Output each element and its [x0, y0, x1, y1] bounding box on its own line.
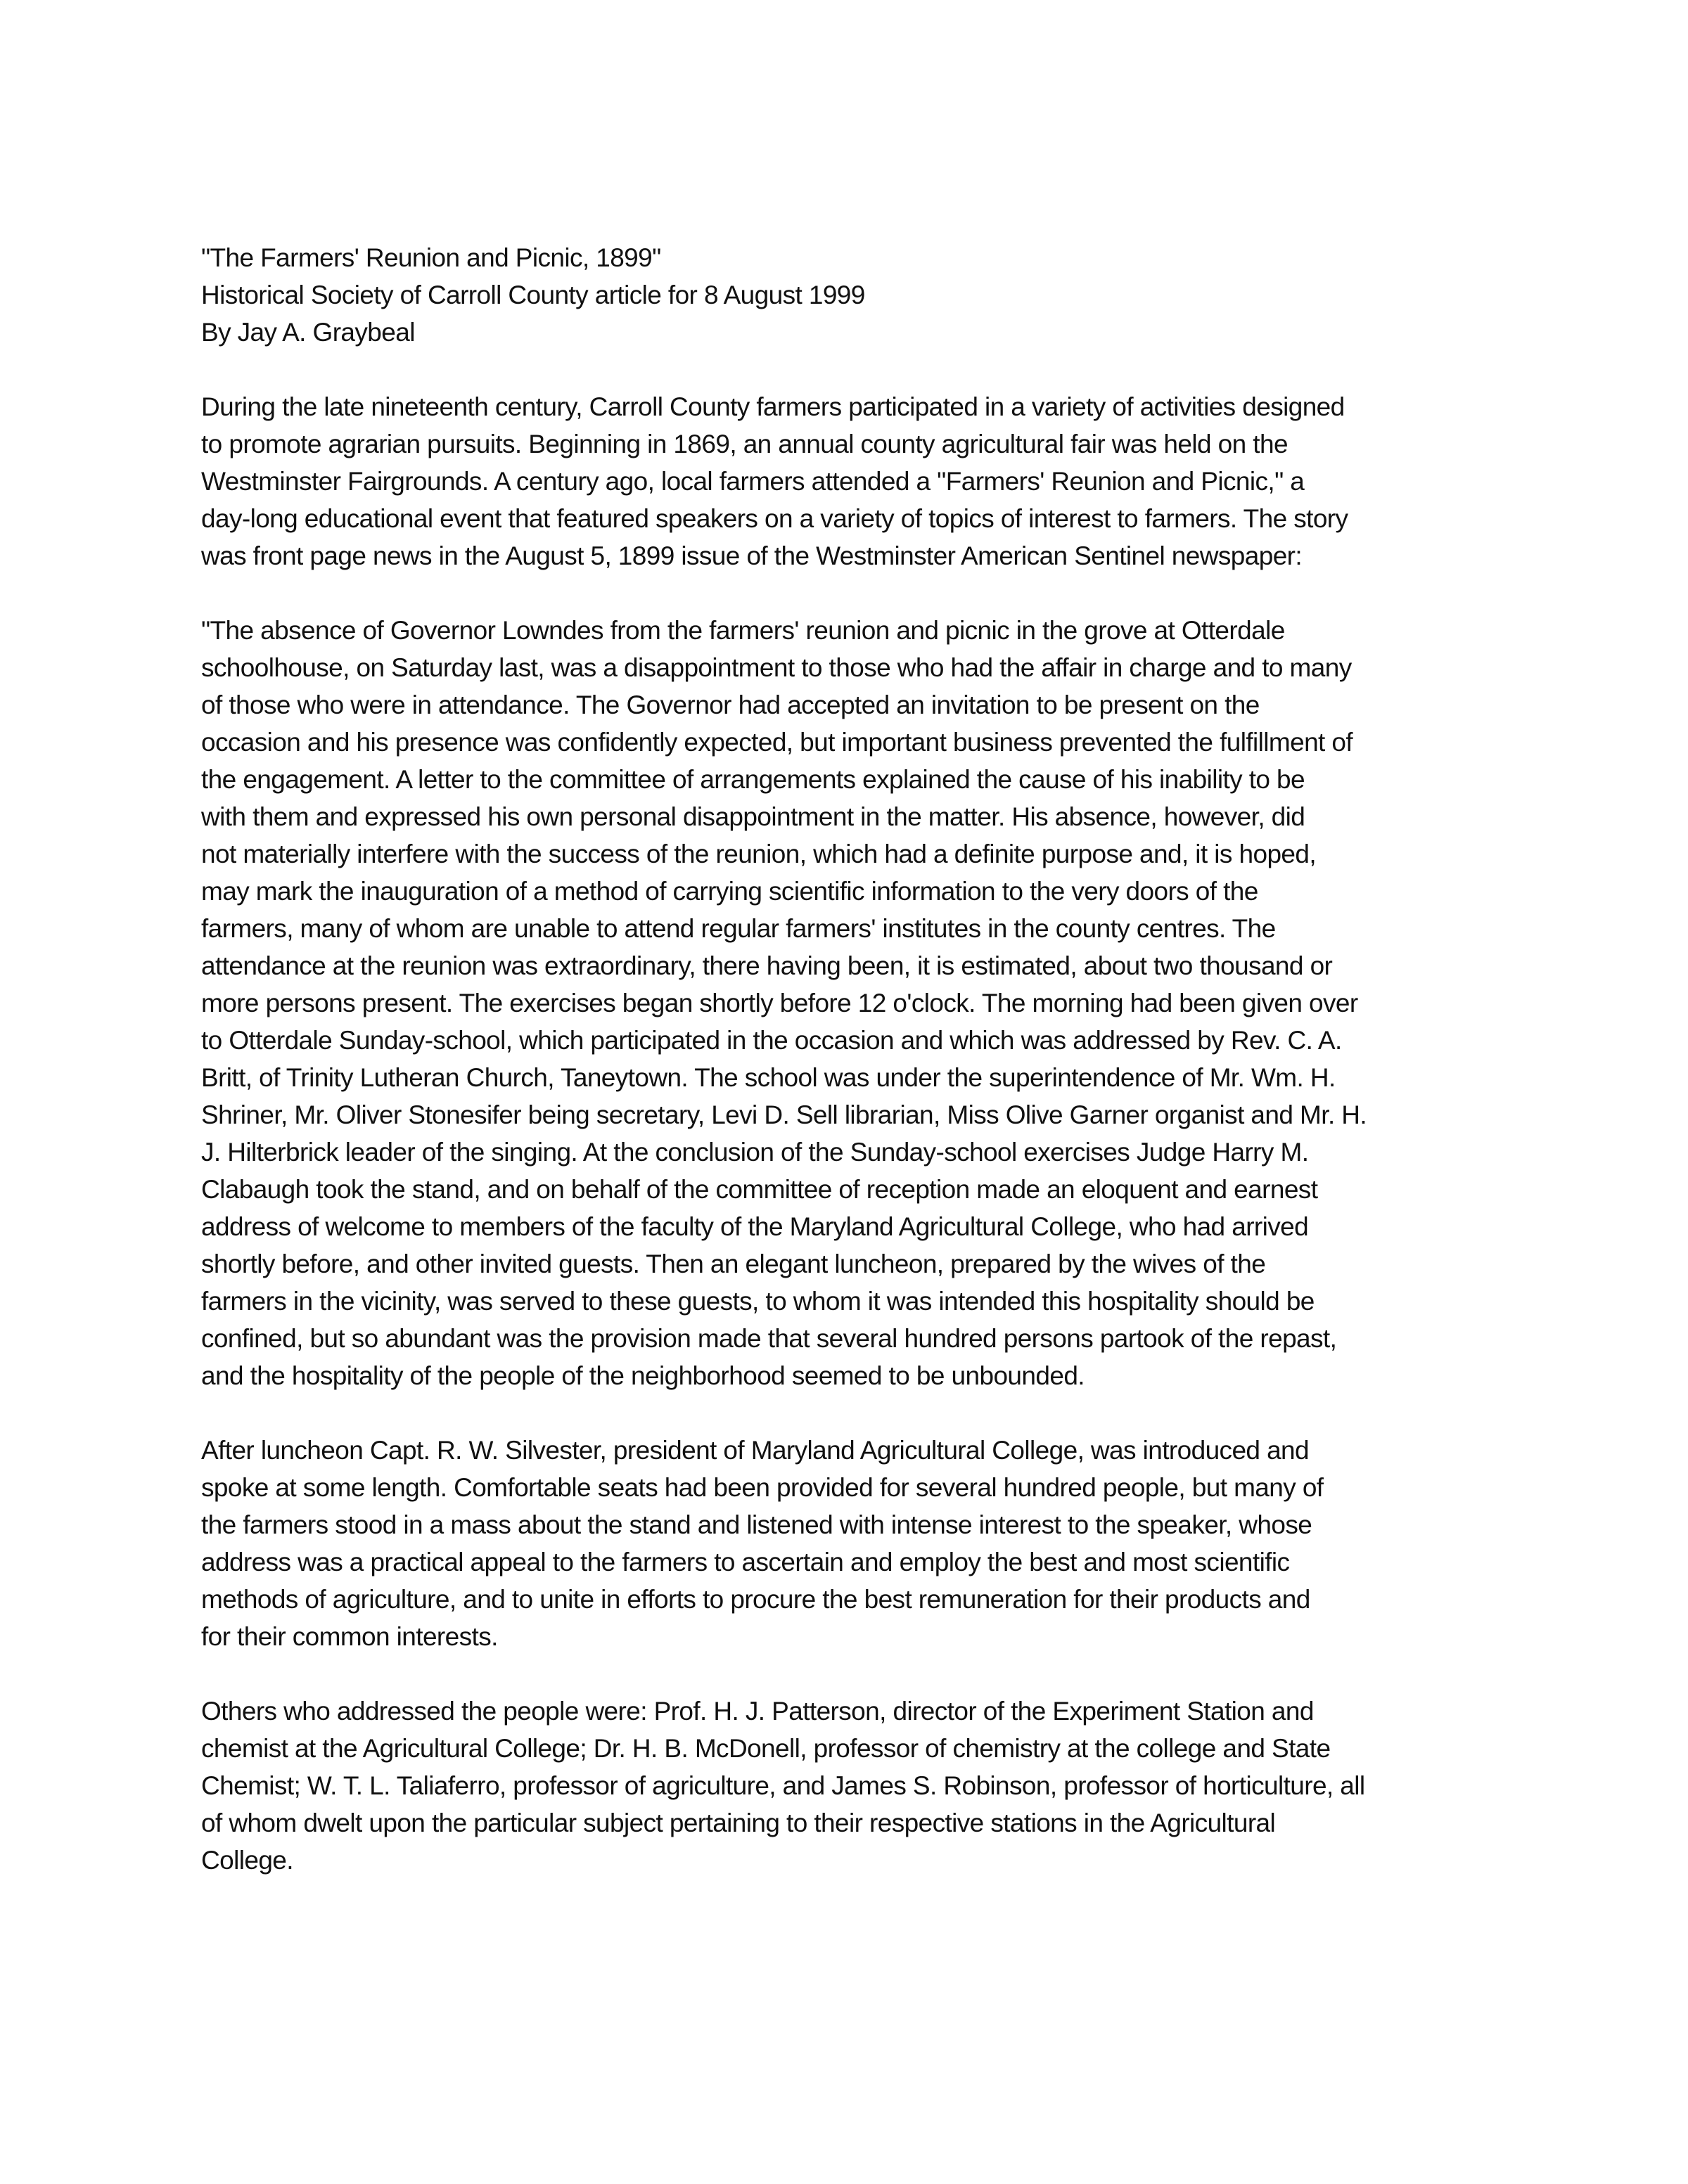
text-line: address was a practical appeal to the farmers to ascertain and employ the best and most scientific — [201, 1548, 1290, 1576]
text-line: day-long educational event that featured speakers on a variety of topics of interest to farmers. The story — [201, 504, 1348, 533]
text-line: Britt, of Trinity Lutheran Church, Taneytown. The school was under the superintendence of Mr. Wm. H. — [201, 1063, 1336, 1092]
text-line: of those who were in attendance. The Governor had accepted an invitation to be present on the — [201, 690, 1260, 719]
text-line: farmers in the vicinity, was served to these guests, to whom it was intended this hospitality should be — [201, 1287, 1315, 1316]
text-line: chemist at the Agricultural College; Dr. H. B. McDonell, professor of chemistry at the college and State — [201, 1734, 1331, 1763]
text-line: to Otterdale Sunday-school, which participated in the occasion and which was addressed by Rev. C. A. — [201, 1026, 1342, 1055]
text-line: the farmers stood in a mass about the stand and listened with intense interest to the speaker, whose — [201, 1510, 1312, 1539]
text-line: confined, but so abundant was the provision made that several hundred persons partook of the repast, — [201, 1324, 1337, 1353]
text-line: Shriner, Mr. Oliver Stonesifer being secretary, Levi D. Sell librarian, Miss Olive Garner organist and Mr. H. — [201, 1100, 1367, 1129]
text-line: During the late nineteenth century, Carroll County farmers participated in a variety of activities designed — [201, 392, 1345, 421]
text-line: methods of agriculture, and to unite in efforts to procure the best remuneration for their products and — [201, 1585, 1310, 1614]
text-line: shortly before, and other invited guests. Then an elegant luncheon, prepared by the wives of the — [201, 1250, 1266, 1278]
article-subtitle: Historical Society of Carroll County article for 8 August 1999 — [201, 281, 865, 309]
paragraph — [201, 612, 1367, 1394]
text-line: of whom dwelt upon the particular subject pertaining to their respective stations in the Agricultural — [201, 1809, 1276, 1837]
article-title: "The Farmers' Reunion and Picnic, 1899" — [201, 243, 661, 272]
article-header — [201, 239, 1367, 351]
text-line: After luncheon Capt. R. W. Silvester, president of Maryland Agricultural College, was introduced and — [201, 1436, 1310, 1465]
text-line: to promote agrarian pursuits. Beginning in 1869, an annual county agricultural fair was held on the — [201, 430, 1288, 458]
text-line: College. — [201, 1846, 293, 1875]
text-line: Westminster Fairgrounds. A century ago, local farmers attended a "Farmers' Reunion and Picnic," a — [201, 467, 1305, 496]
paragraph — [201, 388, 1367, 574]
paragraph — [201, 1432, 1367, 1655]
text-line: Others who addressed the people were: Prof. H. J. Patterson, director of the Experiment Station and — [201, 1697, 1314, 1726]
text-line: and the hospitality of the people of the neighborhood seemed to be unbounded. — [201, 1361, 1085, 1390]
text-line: spoke at some length. Comfortable seats had been provided for several hundred people, but many of — [201, 1473, 1324, 1502]
text-line: Chemist; W. T. L. Taliaferro, professor of agriculture, and James S. Robinson, professor of horticulture, all — [201, 1771, 1365, 1800]
text-line: address of welcome to members of the faculty of the Maryland Agricultural College, who had arrived — [201, 1212, 1309, 1241]
text-line: more persons present. The exercises began shortly before 12 o'clock. The morning had been given over — [201, 989, 1358, 1017]
text-line: schoolhouse, on Saturday last, was a disappointment to those who had the affair in charge and to many — [201, 653, 1352, 682]
document-body — [201, 239, 1367, 1916]
text-line: occasion and his presence was confidently expected, but important business prevented the fulfillment of — [201, 728, 1353, 757]
text-line: attendance at the reunion was extraordinary, there having been, it is estimated, about two thousand or — [201, 951, 1333, 980]
text-line: was front page news in the August 5, 1899 issue of the Westminster American Sentinel newspaper: — [201, 541, 1303, 570]
text-line: J. Hilterbrick leader of the singing. At the conclusion of the Sunday-school exercises Judge Harry M. — [201, 1138, 1309, 1167]
text-line: not materially interfere with the success of the reunion, which had a definite purpose and, it is hoped, — [201, 840, 1317, 868]
text-line: with them and expressed his own personal disappointment in the matter. His absence, however, did — [201, 802, 1305, 831]
text-line: farmers, many of whom are unable to attend regular farmers' institutes in the county centres. The — [201, 914, 1276, 943]
text-line: "The absence of Governor Lowndes from the farmers' reunion and picnic in the grove at Otterdale — [201, 616, 1285, 645]
text-line: may mark the inauguration of a method of carrying scientific information to the very doors of the — [201, 877, 1258, 906]
text-line: Clabaugh took the stand, and on behalf of the committee of reception made an eloquent and earnest — [201, 1175, 1318, 1204]
text-line: the engagement. A letter to the committee of arrangements explained the cause of his inability to be — [201, 765, 1305, 794]
text-line: for their common interests. — [201, 1622, 498, 1651]
article-byline: By Jay A. Graybeal — [201, 318, 415, 347]
paragraph — [201, 1692, 1367, 1879]
